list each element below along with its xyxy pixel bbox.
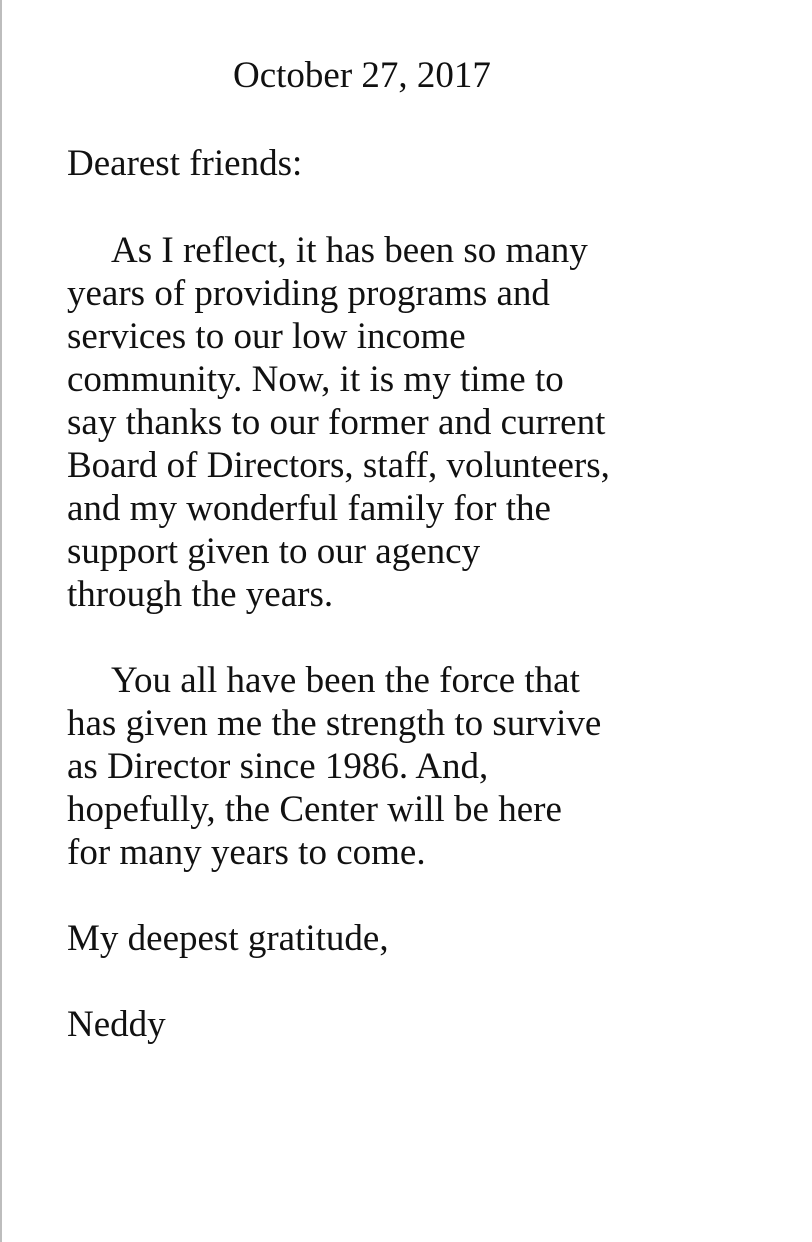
paragraph-1-line-9: through the years. — [67, 574, 334, 615]
closing: My deepest gratitude, — [67, 918, 389, 959]
paragraph-1-line-7: and my wonderful family for the — [67, 488, 551, 529]
signature: Neddy — [67, 1004, 166, 1045]
letter-date: October 27, 2017 — [233, 55, 491, 96]
paragraph-2-line-5: for many years to come. — [67, 832, 426, 873]
page-left-edge — [0, 0, 2, 1242]
paragraph-1-line-6: Board of Directors, staff, volunteers, — [67, 445, 610, 486]
paragraph-2-line-1: You all have been the force that — [111, 660, 580, 701]
paragraph-2-line-4: hopefully, the Center will be here — [67, 789, 562, 830]
paragraph-2-line-2: has given me the strength to survive — [67, 703, 602, 744]
paragraph-1-line-2: years of providing programs and — [67, 273, 550, 314]
paragraph-1-line-8: support given to our agency — [67, 531, 481, 572]
paragraph-2-line-3: as Director since 1986. And, — [67, 746, 489, 787]
paragraph-1-line-3: services to our low income — [67, 316, 466, 357]
salutation: Dearest friends: — [67, 143, 303, 184]
paragraph-1-line-1: As I reflect, it has been so many — [111, 230, 588, 271]
paragraph-1-line-5: say thanks to our former and current — [67, 402, 606, 443]
paragraph-1-line-4: community. Now, it is my time to — [67, 359, 564, 400]
